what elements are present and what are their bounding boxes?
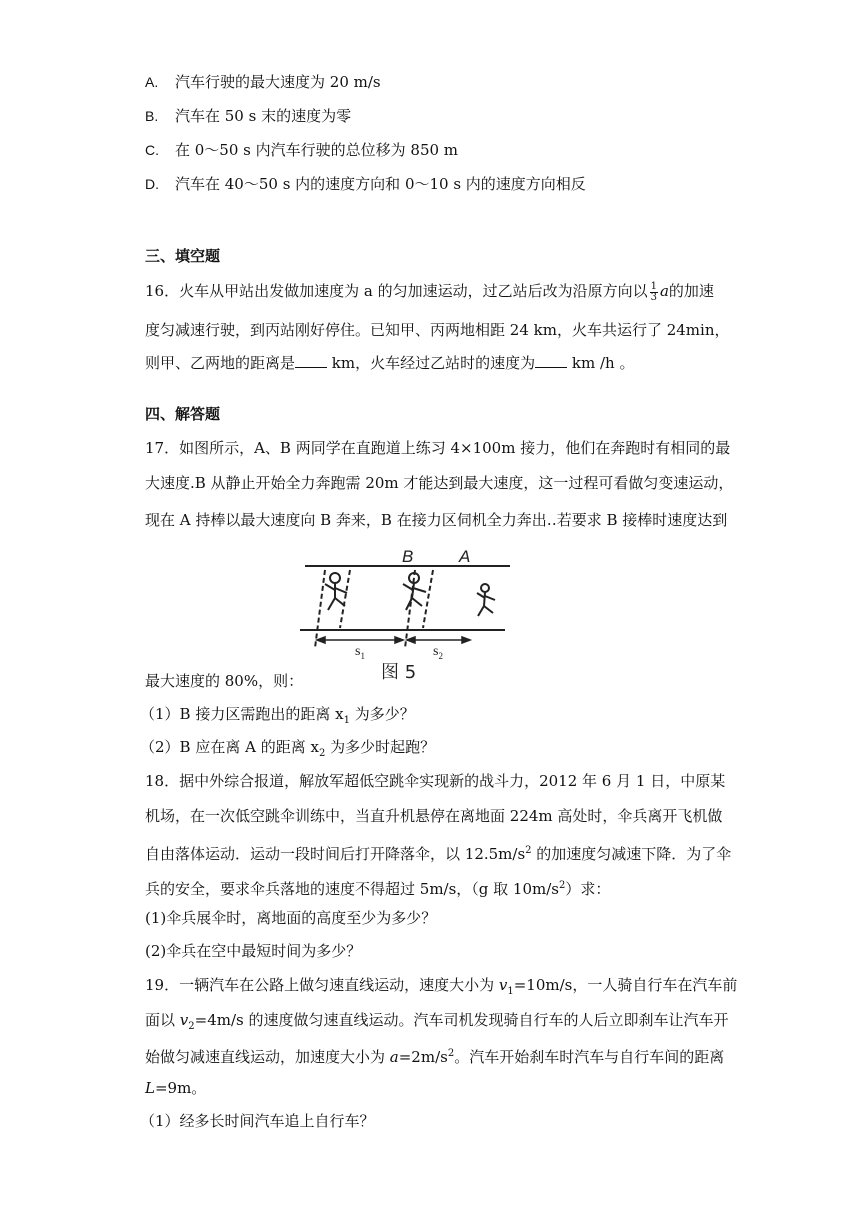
q18-sub-1: (1)伞兵展伞时，离地面的高度至少为多少？	[145, 909, 437, 927]
q17-sub-1: （1）B 接力区需跑出的距离 $x_1$ 为多少？	[140, 705, 415, 726]
q19-sub-1: （1）经多长时间汽车追上自行车？	[140, 1112, 375, 1130]
q16-line-2: 度匀减速行驶，到丙站刚好停住。已知甲、丙两地相距 24 km，火车共运行了 24min，	[145, 321, 730, 339]
q18-line-3: 自由落体运动．运动一段时间后打开降落伞，以 $12.5m/s^2$ 的加速度匀减速下降．为了伞	[145, 845, 732, 863]
answer-blank-1	[295, 353, 327, 368]
option-a: A. 汽车行驶的最大速度为 20 m/s	[145, 73, 381, 91]
answer-blank-2	[535, 353, 567, 368]
q18-line-4: 兵的安全，要求伞兵落地的速度不得超过 5m/s，（g 取 $10m/s^2$）求：	[145, 880, 611, 898]
q17-line-3: 现在 A 持棒以最大速度向 B 奔来，B 在接力区伺机全力奔出‥若要求 B 接棒时速度达到	[145, 511, 728, 529]
zone-boundary-4	[423, 570, 433, 628]
q19-line-2: 面以 $v_2=4m/s$ 的速度做匀速直线运动。汽车司机发现骑自行车的人后立即刹车让汽车开	[145, 1011, 729, 1032]
label-s2: $s_2$	[433, 644, 443, 661]
q16-line-1: 16．火车从甲站出发做加速度为 a 的匀加速运动，过乙站后改为沿原方向以 $\frac{1}{3}$ a的加速	[145, 280, 714, 303]
q17-line-4: 最大速度的 80%，则：	[145, 672, 304, 690]
section-title-answer: 四、解答题	[145, 406, 221, 423]
option-d: D. 汽车在 40～50 s 内的速度方向和 0～10 s 内的速度方向相反	[145, 175, 586, 193]
q16-line-3: 则甲、乙两地的距离是 km，火车经过乙站时的速度为 km /h 。	[145, 354, 635, 372]
runner-figure-1	[325, 573, 347, 610]
q17-line-2: 大速度.B 从静止开始全力奔跑需 20m 才能达到最大速度，这一过程可看做匀变速运动，	[145, 474, 734, 492]
figure-label-a: A	[459, 548, 471, 566]
distance-arrow-s1	[317, 637, 403, 643]
option-c: C. 在 0～50 s 内汽车行驶的总位移为 850 m	[145, 141, 459, 159]
figure-caption: 图 5	[381, 662, 417, 683]
label-s1: $s_1$	[355, 644, 365, 661]
q18-line-2: 机场，在一次低空跳伞训练中，当直升机悬停在离地面 224m 高处时，伞兵离开飞机做	[145, 807, 723, 825]
option-b: B. 汽车在 50 s 末的速度为零	[145, 107, 352, 125]
figure-label-b: B	[402, 548, 414, 566]
q17-line-1: 17．如图所示，A、B 两同学在直跑道上练习 4×100m 接力，他们在奔跑时有相同的最	[145, 439, 731, 457]
fraction-one-third: $\frac{1}{3}$	[650, 280, 657, 303]
q18-sub-2: (2)伞兵在空中最短时间为多少？	[145, 942, 362, 960]
distance-arrow-s2	[407, 637, 470, 643]
runner-figure-a	[477, 584, 495, 616]
q17-sub-2: （2）B 应在离 A 的距离 $x_2$ 为多少时起跑？	[140, 738, 436, 759]
zone-boundary-2	[340, 570, 350, 628]
q18-line-1: 18．据中外综合报道，解放军超低空跳伞实现新的战斗力，2012 年 6 月 1 日，中原某	[145, 772, 726, 790]
q19-line-4: L=9m。	[145, 1079, 207, 1097]
section-title-fill-blank: 三、填空题	[145, 248, 221, 265]
q19-line-3: 始做匀减速直线运动，加速度大小为 $a=2m/s^2$。汽车开始刹车时汽车与自行车间的距离	[145, 1048, 725, 1066]
relay-race-figure	[295, 548, 515, 688]
zone-boundary-1	[315, 570, 325, 648]
q19-line-1: 19．一辆汽车在公路上做匀速直线运动，速度大小为 $v_1=10m/s$，一人骑自行车在汽车前	[145, 976, 738, 997]
